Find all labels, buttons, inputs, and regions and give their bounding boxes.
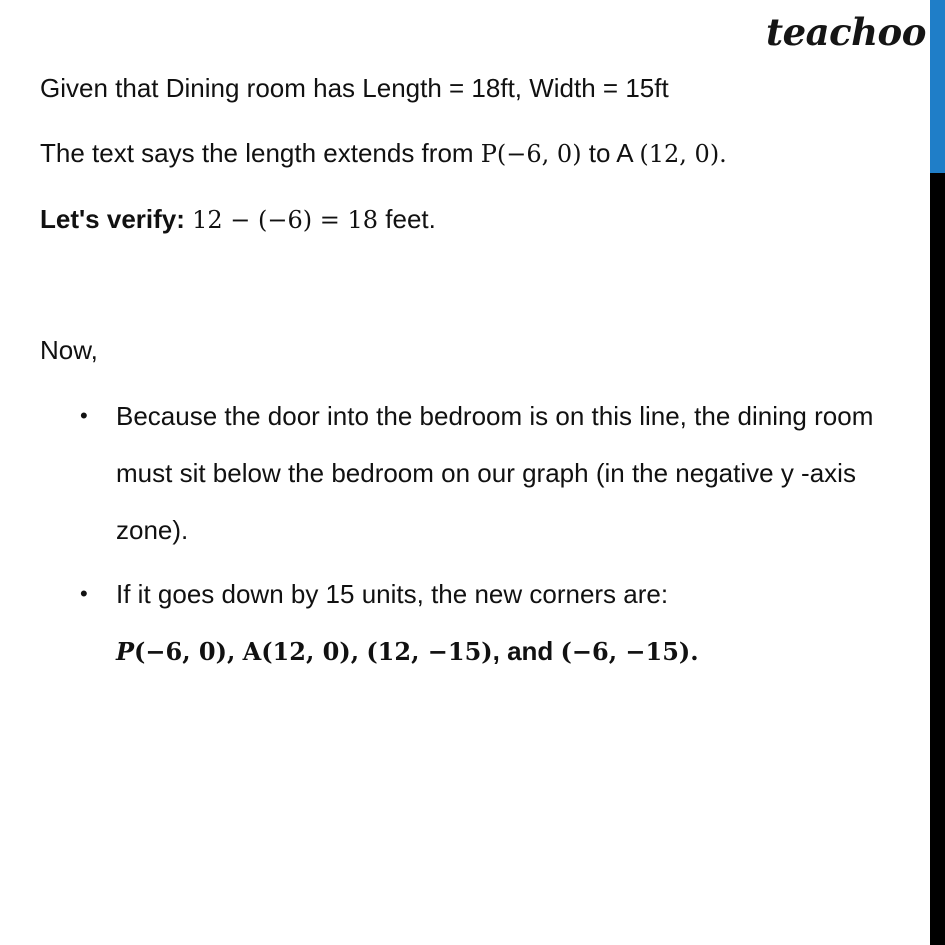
point-a-math: (12, 0). xyxy=(639,140,727,168)
now-text: Now, xyxy=(40,335,98,365)
verify-math: 12 − (−6) = 18 xyxy=(192,206,379,234)
given-line xyxy=(40,68,669,108)
point-p-math: P(−6, 0) xyxy=(480,140,582,168)
bullet-text-dining-room: Because the door into the bedroom is on this line, the dining room must sit below the bedroom on our graph (in the negative y -axis zone). xyxy=(116,401,874,545)
verify-label: Let's verify: xyxy=(40,204,185,234)
verify-line xyxy=(40,199,436,240)
now-line xyxy=(40,330,98,370)
corners-a: A(12, 0), xyxy=(242,637,360,666)
scrollbar[interactable] xyxy=(930,0,945,945)
bullet-dot: • xyxy=(80,581,88,606)
corners-and: , and xyxy=(492,636,561,666)
bullet-text-corners xyxy=(116,566,916,680)
verify-suffix: feet. xyxy=(378,204,436,234)
corners-p: (−6, 0), xyxy=(134,637,236,666)
text-says-mid: to A xyxy=(581,138,640,168)
corners-p-label: P xyxy=(116,637,135,666)
teachoo-logo: teachoo xyxy=(766,10,926,54)
text-says-line xyxy=(40,133,727,174)
corners-c: (12, −15) xyxy=(366,637,493,666)
corners-d: (−6, −15). xyxy=(560,637,699,666)
scrollbar-thumb[interactable] xyxy=(930,0,945,173)
text-says-prefix: The text says the length extends from xyxy=(40,138,481,168)
corners-intro: If it goes down by 15 units, the new corners are: xyxy=(116,579,669,609)
bullet-dot: • xyxy=(80,403,88,428)
given-text: Given that Dining room has Length = 18ft, Width = 15ft xyxy=(40,73,669,103)
